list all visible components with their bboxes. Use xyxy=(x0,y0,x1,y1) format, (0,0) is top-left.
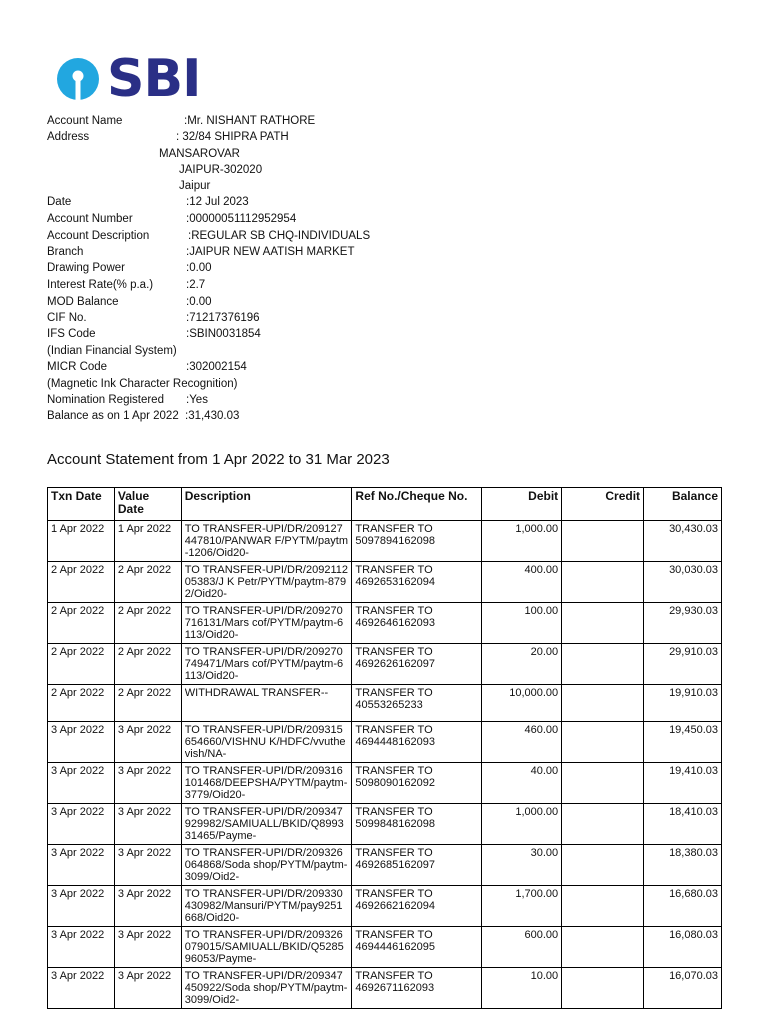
info-label: Balance as on 1 Apr 2022 xyxy=(47,410,179,422)
cell-text: 1 Apr 2022 xyxy=(51,523,105,535)
info-value: :REGULAR SB CHQ-INDIVIDUALS xyxy=(188,230,371,242)
cell-text: TO TRANSFER-UPI/DR/209330430982/Mansuri/PYTM/pay9251668/Oid20- xyxy=(184,888,343,924)
table-row xyxy=(48,968,722,1009)
col-header-credit: Credit xyxy=(562,488,644,521)
cell-description xyxy=(181,763,352,804)
cell-text: TO TRANSFER-UPI/DR/209315654660/VISHNU K/HDFC/vvuthevish/NA- xyxy=(184,724,346,760)
cell-text: 3 Apr 2022 xyxy=(51,847,105,859)
cell-value-date xyxy=(114,685,181,722)
cell-text: 2 Apr 2022 xyxy=(51,605,105,617)
cell-text: 30.00 xyxy=(530,847,559,859)
cell-text: TO TRANSFER-UPI/DR/209347929982/SAMIUALL/BKID/Q899331465/Payme- xyxy=(184,806,344,842)
cell-debit xyxy=(482,886,562,927)
info-value: :00000051112952954 xyxy=(186,213,297,225)
cell-text: 3 Apr 2022 xyxy=(117,888,172,900)
cell-balance xyxy=(644,927,722,968)
info-label: Address xyxy=(47,131,90,143)
cell-txn-date xyxy=(48,968,115,1009)
cell-value-date xyxy=(114,562,181,603)
cell-text: 16,070.03 xyxy=(669,970,718,982)
cell-credit xyxy=(562,968,644,1009)
info-value: :0.00 xyxy=(186,296,212,308)
cell-description xyxy=(181,886,352,927)
cell-text: 2 Apr 2022 xyxy=(51,564,105,576)
cell-balance xyxy=(644,685,722,722)
cell-text: 3 Apr 2022 xyxy=(117,847,172,859)
cell-value-date xyxy=(114,722,181,763)
cell-text: 2 Apr 2022 xyxy=(51,687,105,699)
col-header-value-date: Value Date xyxy=(114,488,181,521)
cell-text: 16,080.03 xyxy=(669,929,718,941)
info-label: MICR Code xyxy=(47,361,108,373)
cell-ref-no xyxy=(352,644,482,685)
info-value: : 32/84 SHIPRA PATH xyxy=(176,131,289,143)
cell-credit xyxy=(562,722,644,763)
table-row xyxy=(48,644,722,685)
cell-text: TRANSFER TO 40553265233 xyxy=(355,687,433,711)
cell-ref-no xyxy=(352,804,482,845)
cell-text: 3 Apr 2022 xyxy=(51,929,105,941)
cell-text: 3 Apr 2022 xyxy=(51,970,105,982)
address-line: MANSAROVAR xyxy=(159,148,240,160)
cell-credit xyxy=(562,521,644,562)
cell-txn-date xyxy=(48,521,115,562)
cell-text: 2 Apr 2022 xyxy=(117,605,172,617)
cell-debit xyxy=(482,644,562,685)
cell-text: 3 Apr 2022 xyxy=(117,806,172,818)
address-line: JAIPUR-302020 xyxy=(179,164,263,176)
statement-title: Account Statement from 1 Apr 2022 to 31 Mar 2023 xyxy=(47,451,390,468)
cell-txn-date xyxy=(48,927,115,968)
cell-credit xyxy=(562,644,644,685)
cell-credit xyxy=(562,886,644,927)
table-row xyxy=(48,886,722,927)
cell-text: TRANSFER TO 4692626162097 xyxy=(355,646,435,670)
cell-value-date xyxy=(114,603,181,644)
col-header-balance: Balance xyxy=(644,488,722,521)
cell-text: 30,030.03 xyxy=(669,564,718,576)
cell-text: 1 Apr 2022 xyxy=(117,523,172,535)
address-line: Jaipur xyxy=(179,180,211,192)
cell-text: 3 Apr 2022 xyxy=(117,929,172,941)
cell-text: 460.00 xyxy=(524,724,559,736)
cell-description xyxy=(181,927,352,968)
info-value: :Mr. NISHANT RATHORE xyxy=(184,115,316,127)
info-label: Interest Rate(% p.a.) xyxy=(47,279,154,291)
cell-text: 3 Apr 2022 xyxy=(117,765,172,777)
cell-debit xyxy=(482,763,562,804)
cell-ref-no xyxy=(352,685,482,722)
info-note: (Magnetic Ink Character Recognition) xyxy=(47,378,238,390)
cell-text: TO TRANSFER-UPI/DR/209316101468/DEEPSHA/PYTM/paytm-3779/Oid20- xyxy=(184,765,348,801)
cell-credit xyxy=(562,927,644,968)
cell-value-date xyxy=(114,763,181,804)
cell-txn-date xyxy=(48,886,115,927)
cell-description xyxy=(181,685,352,722)
cell-ref-no xyxy=(352,845,482,886)
cell-debit xyxy=(482,845,562,886)
sbi-keyhole-icon xyxy=(55,56,101,102)
cell-ref-no xyxy=(352,603,482,644)
cell-description xyxy=(181,644,352,685)
info-label: Account Name xyxy=(47,115,123,127)
cell-ref-no xyxy=(352,927,482,968)
cell-balance xyxy=(644,722,722,763)
cell-text: 19,410.03 xyxy=(669,765,718,777)
info-label: Account Number xyxy=(47,213,133,225)
cell-debit xyxy=(482,927,562,968)
info-value: :2.7 xyxy=(186,279,206,291)
cell-debit xyxy=(482,685,562,722)
table-row xyxy=(48,804,722,845)
cell-text: 1,700.00 xyxy=(515,888,559,900)
cell-text: 29,930.03 xyxy=(669,605,718,617)
cell-value-date xyxy=(114,845,181,886)
cell-credit xyxy=(562,562,644,603)
cell-text: TRANSFER TO 4692653162094 xyxy=(355,564,435,588)
cell-text: 3 Apr 2022 xyxy=(51,888,105,900)
info-label: Account Description xyxy=(47,230,150,242)
transactions-table xyxy=(47,487,722,1009)
table-row xyxy=(48,722,722,763)
info-value: :12 Jul 2023 xyxy=(186,196,249,208)
cell-text: TRANSFER TO 4692646162093 xyxy=(355,605,435,629)
cell-text: WITHDRAWAL TRANSFER-- xyxy=(184,687,329,699)
cell-text: 3 Apr 2022 xyxy=(117,724,172,736)
cell-description xyxy=(181,804,352,845)
cell-text: TRANSFER TO 5097894162098 xyxy=(355,523,435,547)
cell-text: 3 Apr 2022 xyxy=(51,765,105,777)
cell-text: 2 Apr 2022 xyxy=(117,564,172,576)
info-value: :0.00 xyxy=(186,262,212,274)
cell-text: TO TRANSFER-UPI/DR/209211205383/J K Petr/PYTM/paytm-8792/Oid20- xyxy=(184,564,348,600)
cell-text: 20.00 xyxy=(530,646,559,658)
cell-description xyxy=(181,968,352,1009)
cell-text: TO TRANSFER-UPI/DR/209326064868/Soda shop/PYTM/paytm-3099/Oid2- xyxy=(184,847,348,883)
cell-balance xyxy=(644,562,722,603)
cell-text: 10,000.00 xyxy=(509,687,559,699)
info-note: (Indian Financial System) xyxy=(47,345,177,357)
cell-value-date xyxy=(114,521,181,562)
info-label: MOD Balance xyxy=(47,296,119,308)
cell-description xyxy=(181,603,352,644)
cell-text: 29,910.03 xyxy=(669,646,718,658)
info-value: :31,430.03 xyxy=(185,410,240,422)
info-value: :SBIN0031854 xyxy=(186,328,261,340)
cell-text: TRANSFER TO 4694448162093 xyxy=(355,724,435,748)
cell-balance xyxy=(644,644,722,685)
info-label: Date xyxy=(47,196,72,208)
cell-debit xyxy=(482,562,562,603)
cell-ref-no xyxy=(352,521,482,562)
cell-text: 2 Apr 2022 xyxy=(51,646,105,658)
cell-balance xyxy=(644,603,722,644)
cell-text: TO TRANSFER-UPI/DR/209326079015/SAMIUALL/BKID/Q528596053/Payme- xyxy=(184,929,344,965)
cell-text: TO TRANSFER-UPI/DR/209270716131/Mars cof/PYTM/paytm-6113/Oid20- xyxy=(184,605,344,641)
info-label: Branch xyxy=(47,246,84,258)
cell-text: 3 Apr 2022 xyxy=(51,724,105,736)
cell-credit xyxy=(562,804,644,845)
cell-text: TRANSFER TO 4694446162095 xyxy=(355,929,435,953)
cell-value-date xyxy=(114,968,181,1009)
cell-description xyxy=(181,562,352,603)
cell-value-date xyxy=(114,927,181,968)
cell-text: TO TRANSFER-UPI/DR/209347450922/Soda shop/PYTM/paytm-3099/Oid2- xyxy=(184,970,348,1006)
info-value: :302002154 xyxy=(186,361,247,373)
cell-txn-date xyxy=(48,644,115,685)
info-label: Nomination Registered xyxy=(47,394,164,406)
cell-ref-no xyxy=(352,722,482,763)
cell-text: 2 Apr 2022 xyxy=(117,687,172,699)
cell-txn-date xyxy=(48,804,115,845)
cell-ref-no xyxy=(352,968,482,1009)
cell-text: 3 Apr 2022 xyxy=(51,806,105,818)
table-row xyxy=(48,521,722,562)
cell-balance xyxy=(644,845,722,886)
table-row xyxy=(48,685,722,722)
cell-debit xyxy=(482,722,562,763)
cell-text: 10.00 xyxy=(530,970,559,982)
cell-credit xyxy=(562,685,644,722)
sbi-logo xyxy=(55,49,201,109)
cell-text: 2 Apr 2022 xyxy=(117,646,172,658)
cell-credit xyxy=(562,845,644,886)
cell-text: 3 Apr 2022 xyxy=(117,970,172,982)
cell-text: 16,680.03 xyxy=(669,888,718,900)
cell-text: TO TRANSFER-UPI/DR/209270749471/Mars cof/PYTM/paytm-6113/Oid20- xyxy=(184,646,344,682)
table-header-row xyxy=(48,488,722,521)
cell-text: TRANSFER TO 4692671162093 xyxy=(355,970,435,994)
cell-text: TRANSFER TO 5099848162098 xyxy=(355,806,435,830)
cell-text: 40.00 xyxy=(530,765,559,777)
cell-text: 1,000.00 xyxy=(515,523,559,535)
sbi-logo-text: SBI xyxy=(107,49,201,109)
cell-balance xyxy=(644,886,722,927)
cell-text: TRANSFER TO 5098090162092 xyxy=(355,765,435,789)
cell-text: 30,430.03 xyxy=(669,523,718,535)
cell-text: 600.00 xyxy=(524,929,559,941)
cell-text: TO TRANSFER-UPI/DR/209127447810/PANWAR F/PYTM/paytm-1206/Oid20- xyxy=(184,523,348,559)
col-header-debit: Debit xyxy=(482,488,562,521)
info-value: :JAIPUR NEW AATISH MARKET xyxy=(186,246,355,258)
info-value: :71217376196 xyxy=(186,312,260,324)
cell-ref-no xyxy=(352,562,482,603)
cell-txn-date xyxy=(48,722,115,763)
cell-txn-date xyxy=(48,562,115,603)
cell-debit xyxy=(482,521,562,562)
cell-debit xyxy=(482,968,562,1009)
cell-description xyxy=(181,722,352,763)
cell-text: 1,000.00 xyxy=(515,806,559,818)
col-header-description: Description xyxy=(181,488,352,521)
cell-value-date xyxy=(114,644,181,685)
cell-txn-date xyxy=(48,685,115,722)
cell-text: 18,380.03 xyxy=(669,847,718,859)
table-row xyxy=(48,562,722,603)
table-row xyxy=(48,763,722,804)
cell-balance xyxy=(644,521,722,562)
info-label: IFS Code xyxy=(47,328,96,340)
col-header-txn-date: Txn Date xyxy=(48,488,115,521)
cell-credit xyxy=(562,603,644,644)
cell-ref-no xyxy=(352,886,482,927)
cell-description xyxy=(181,845,352,886)
info-label: Drawing Power xyxy=(47,262,125,274)
table-row xyxy=(48,603,722,644)
cell-txn-date xyxy=(48,603,115,644)
cell-text: 19,910.03 xyxy=(669,687,718,699)
cell-text: TRANSFER TO 4692685162097 xyxy=(355,847,435,871)
table-row xyxy=(48,845,722,886)
cell-text: 18,410.03 xyxy=(669,806,718,818)
cell-text: TRANSFER TO 4692662162094 xyxy=(355,888,435,912)
table-row xyxy=(48,927,722,968)
cell-value-date xyxy=(114,804,181,845)
cell-txn-date xyxy=(48,763,115,804)
info-value: :Yes xyxy=(186,394,208,406)
cell-text: 19,450.03 xyxy=(669,724,718,736)
cell-credit xyxy=(562,763,644,804)
cell-balance xyxy=(644,804,722,845)
cell-debit xyxy=(482,804,562,845)
cell-balance xyxy=(644,763,722,804)
cell-debit xyxy=(482,603,562,644)
cell-text: 100.00 xyxy=(524,605,559,617)
cell-txn-date xyxy=(48,845,115,886)
cell-ref-no xyxy=(352,763,482,804)
cell-value-date xyxy=(114,886,181,927)
col-header-ref-no: Ref No./Cheque No. xyxy=(352,488,482,521)
info-label: CIF No. xyxy=(47,312,87,324)
cell-balance xyxy=(644,968,722,1009)
cell-text: 400.00 xyxy=(524,564,559,576)
cell-description xyxy=(181,521,352,562)
